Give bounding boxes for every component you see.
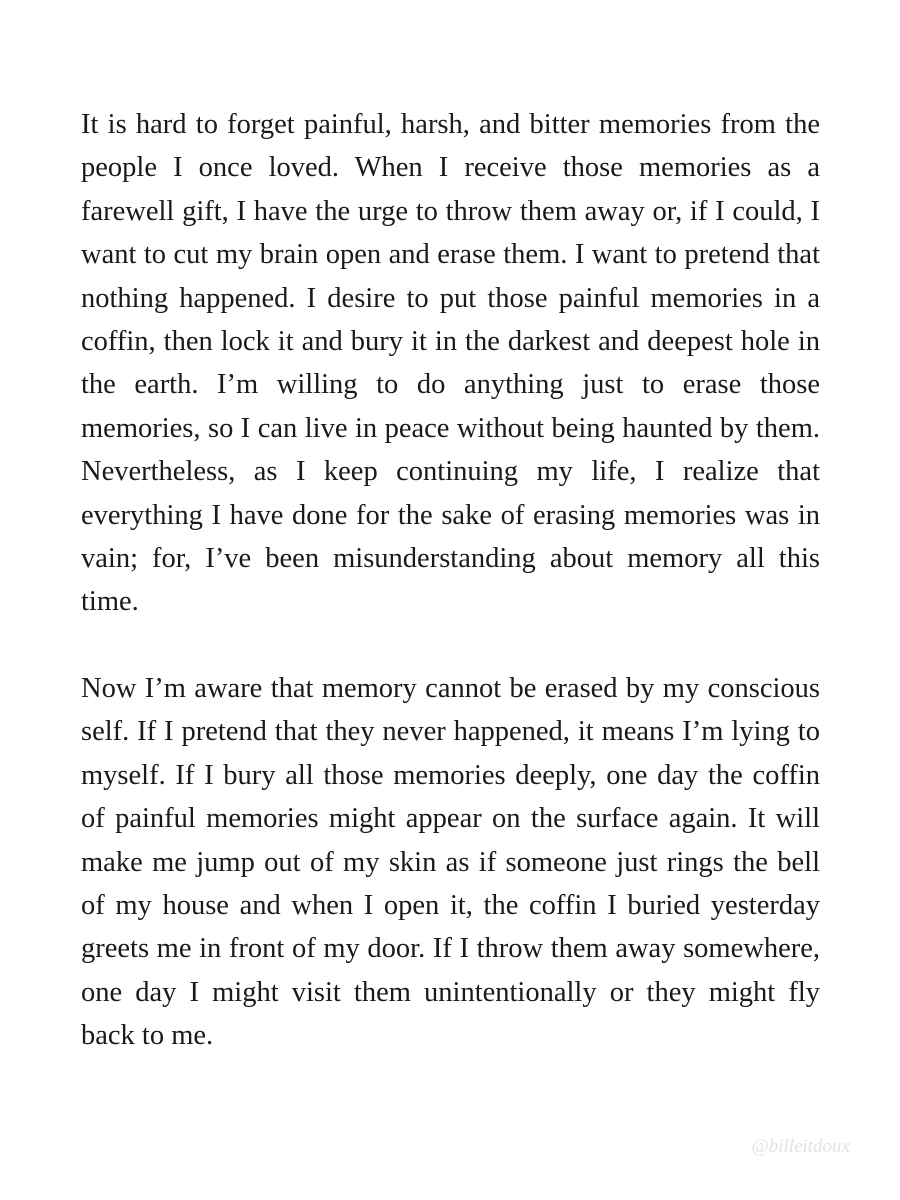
paragraph-2: Now I’m aware that memory cannot be erased by my conscious self. If I pretend that they never happened, it means I’m lying to myself. If I bury all those memories deeply, one day the coffin of painful memories might appear on the surface again. It will make me jump out of my skin as if someone just rings the bell of my house and when I open it, the coffin I buried yesterday greets me in front of my door. If I throw them away somewhere, one day I might visit them unintentionally or they might fly back to me. bbox=[81, 672, 820, 1052]
paragraph-1: It is hard to forget painful, harsh, and bitter memories from the people I once loved. When I receive those memories as a farewell gift, I have the urge to throw them away or, if I could, I want to cut my brain open and erase them. I want to pretend that nothing happened. I desire to put those painful memories in a coffin, then lock it and bury it in the darkest and deepest hole in the earth. I’m willing to do anything just to erase those memories, so I can live in peace without being haunted by them. Nevertheless, as I keep continuing my life, I realize that everything I have done for the sake of erasing memories was in vain; for, I’ve been misunderstanding about memory all this time. bbox=[81, 109, 820, 618]
essay-body bbox=[81, 103, 820, 1058]
watermark-handle: @billeitdoux bbox=[751, 1136, 850, 1157]
